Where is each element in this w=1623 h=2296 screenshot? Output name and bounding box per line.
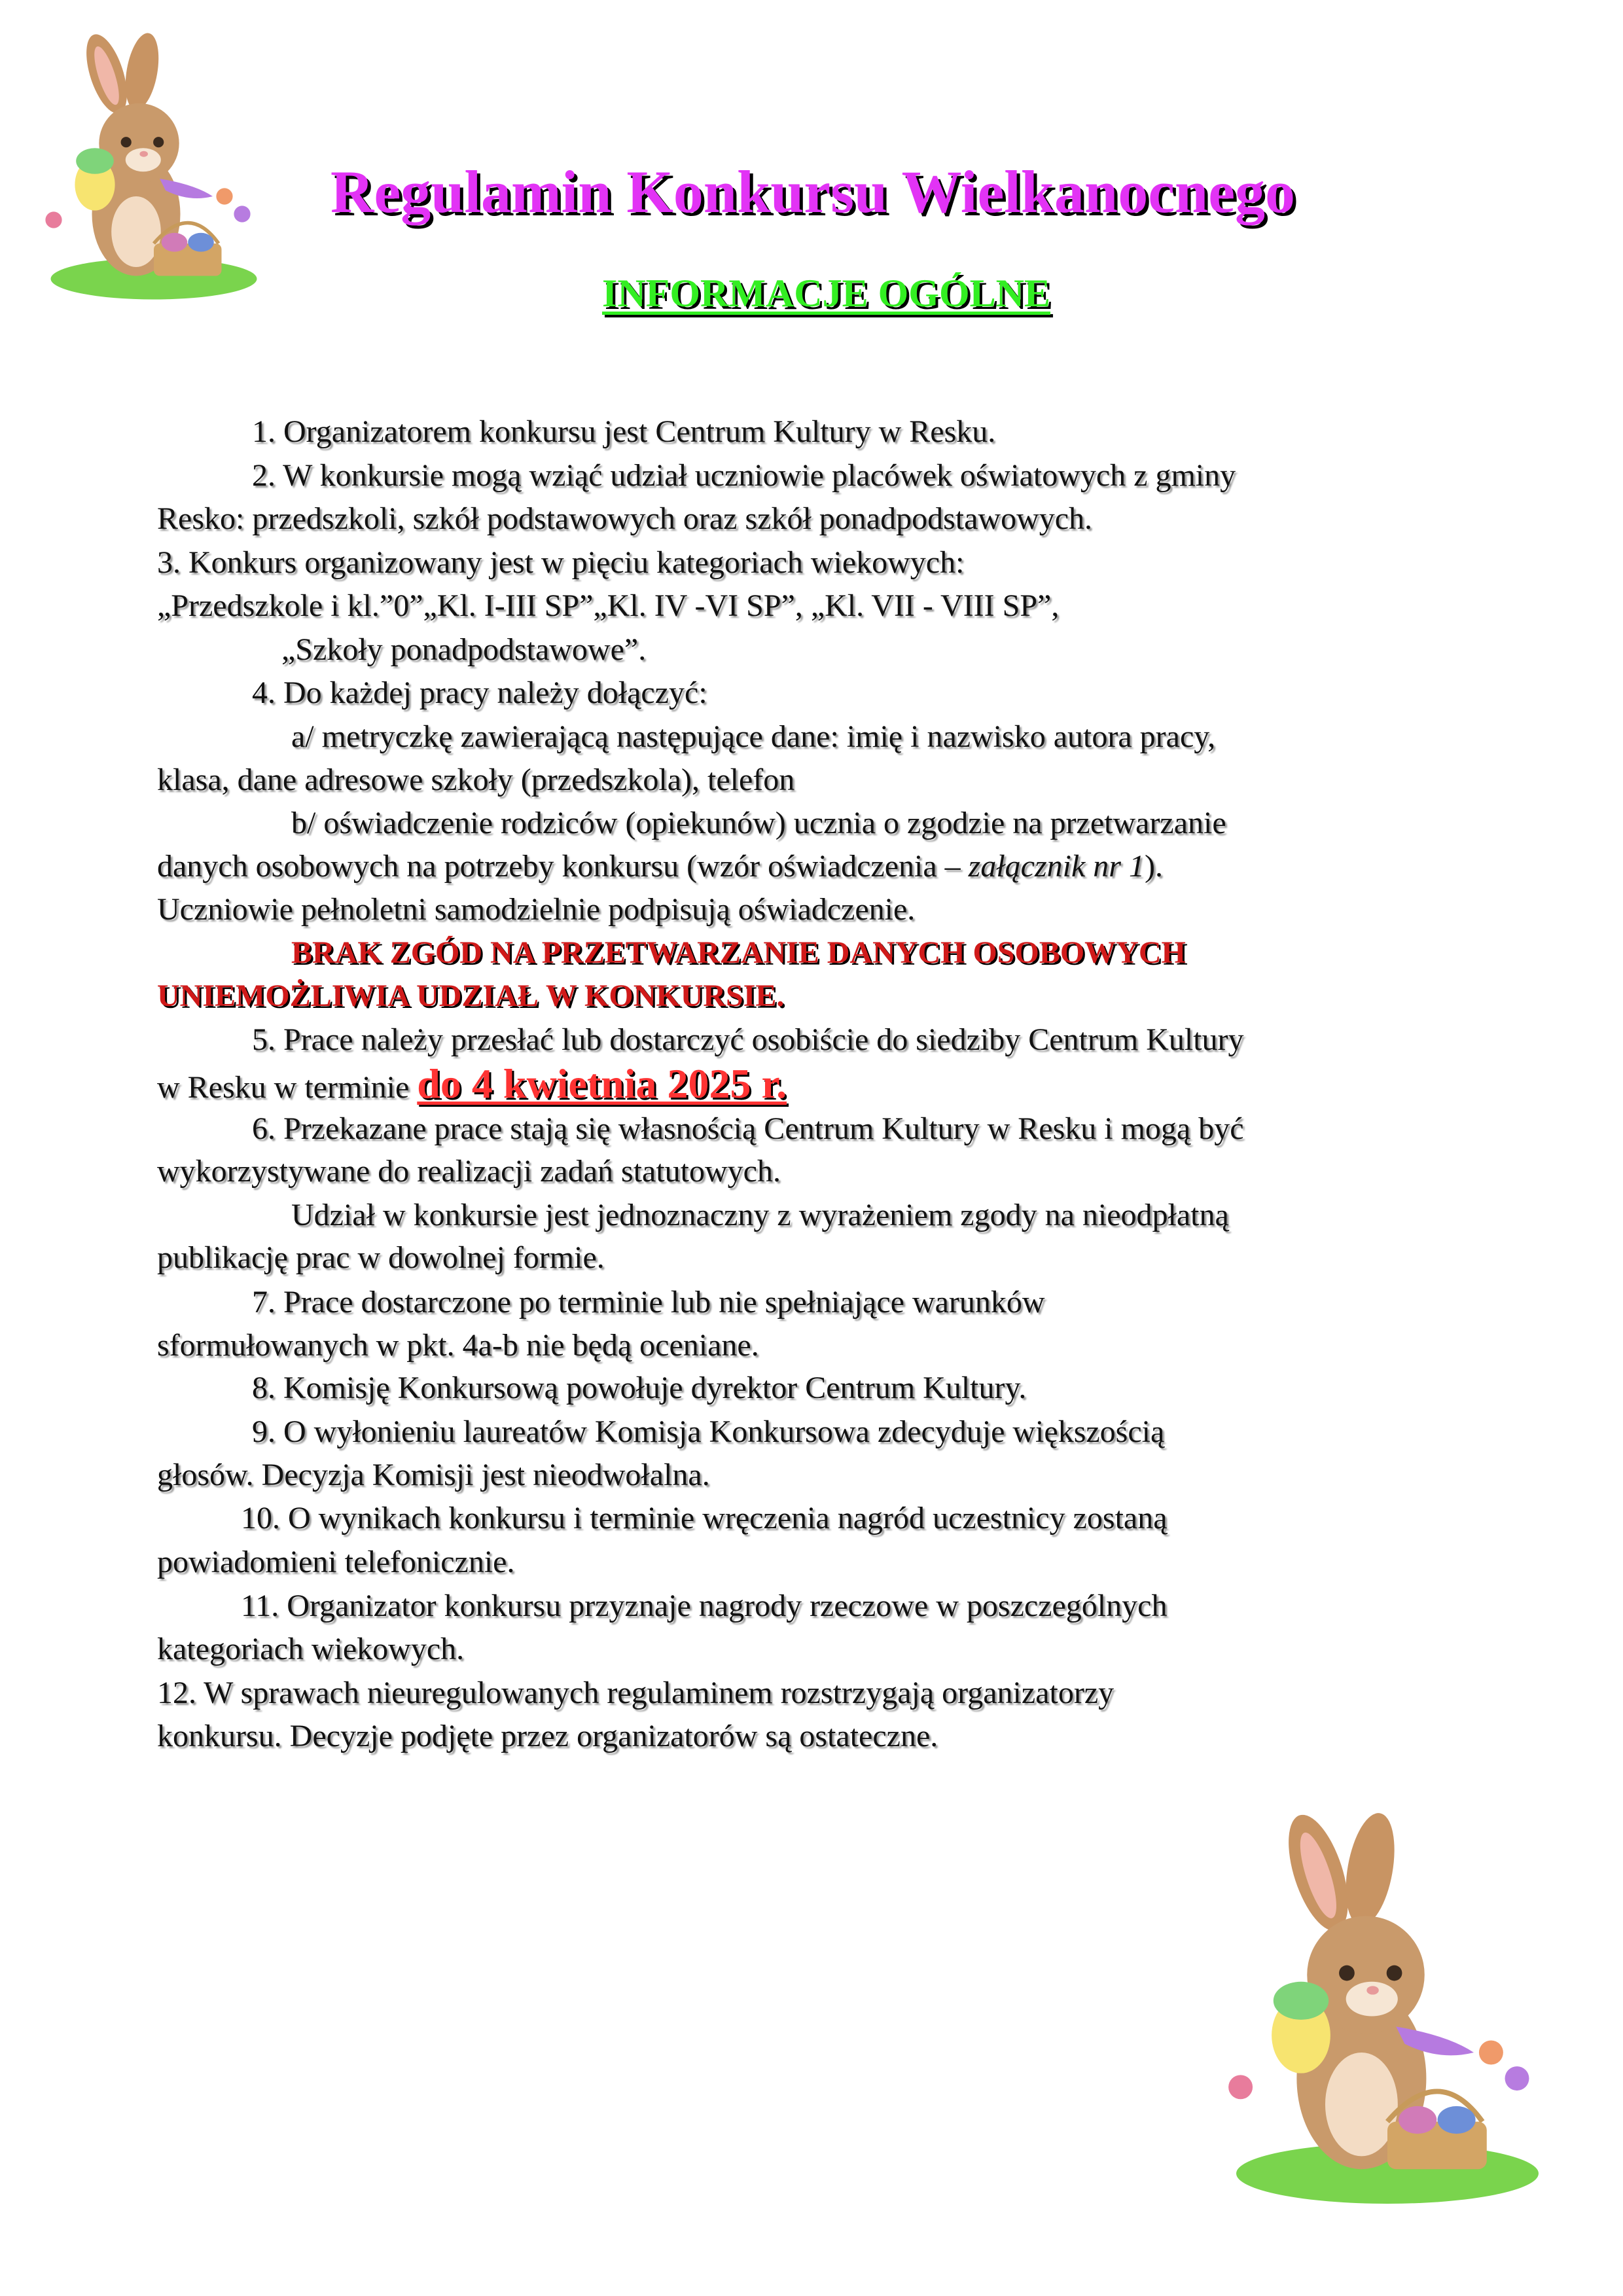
rule-11-line-2: kategoriach wiekowych.: [157, 1632, 465, 1666]
deadline-date: do 4 kwietnia 2025 r.: [417, 1060, 787, 1107]
rule-6b-line-2: publikację prac w dowolnej formie.: [157, 1240, 605, 1275]
rule-4b-line-2: [157, 847, 1163, 886]
rule-4-line-1: 4. Do każdej pracy należy dołączyć:: [252, 675, 707, 710]
rule-10-line-2: powiadomieni telefonicznie.: [157, 1545, 515, 1579]
rule-6-line-1: 6. Przekazane prace stają się własnością Centrum Kultury w Resku i mogą być: [252, 1111, 1244, 1146]
rule-5-line-1: 5. Prace należy przesłać lub dostarczyć osobiście do siedziby Centrum Kultury: [252, 1022, 1244, 1057]
consent-warning-line-1: BRAK ZGÓD NA PRZETWARZANIE DANYCH OSOBOWYCH: [291, 935, 1186, 970]
easter-bunny-image-bottom: [1178, 1793, 1597, 2225]
rule-4a-line-1: a/ metryczkę zawierającą następujące dane: imię i nazwisko autora pracy,: [291, 719, 1216, 754]
rule-2-line-1: 2. W konkursie mogą wziąć udział uczniowie placówek oświatowych z gminy: [252, 458, 1236, 493]
consent-warning-line-2: UNIEMOŻLIWIA UDZIAŁ W KONKURSIE.: [157, 978, 785, 1013]
rule-4b-line-1: b/ oświadczenie rodziców (opiekunów) ucznia o zgodzie na przetwarzanie: [291, 806, 1226, 840]
rule-4b-line-3: Uczniowie pełnoletni samodzielnie podpisują oświadczenie.: [157, 892, 916, 927]
rule-10-line-1: 10. O wynikach konkursu i terminie wręczenia nagród uczestnicy zostaną: [241, 1501, 1168, 1535]
rule-4a-line-2: klasa, dane adresowe szkoły (przedszkola), telefon: [157, 762, 795, 797]
rule-6-line-2: wykorzystywane do realizacji zadań statutowych.: [157, 1154, 781, 1189]
rule-4b-text: danych osobowych na potrzeby konkursu (wzór oświadczenia –: [157, 849, 969, 884]
rule-6b-line-1: Udział w konkursie jest jednoznaczny z wyrażeniem zgody na nieodpłatną: [291, 1198, 1229, 1232]
rule-5-line-2: [157, 1060, 787, 1111]
rule-12-line-1: 12. W sprawach nieuregulowanych regulaminem rozstrzygają organizatorzy: [157, 1676, 1115, 1710]
easter-bunny-icon: [45, 29, 257, 299]
easter-bunny-icon: [1228, 1808, 1539, 2204]
page-title: Regulamin Konkursu Wielkanocnego: [330, 158, 1296, 225]
attachment-reference: załącznik nr 1: [968, 849, 1145, 884]
rule-12-line-2: konkursu. Decyzje podjęte przez organizatorów są ostateczne.: [157, 1719, 938, 1753]
rule-8: 8. Komisję Konkursową powołuje dyrektor Centrum Kultury.: [252, 1371, 1027, 1405]
rule-7-line-2: sformułowanych w pkt. 4a-b nie będą oceniane.: [157, 1328, 759, 1363]
rule-11-line-1: 11. Organizator konkursu przyznaje nagrody rzeczowe w poszczególnych: [241, 1588, 1168, 1623]
section-heading: INFORMACJE OGÓLNE: [602, 272, 1051, 315]
easter-bunny-image-top: [13, 20, 294, 314]
rule-3-line-1: 3. Konkurs organizowany jest w pięciu kategoriach wiekowych:: [157, 545, 965, 580]
rule-3-categories: „Przedszkole i kl.”0”„Kl. I-III SP”„Kl. IV -VI SP”, „Kl. VII - VIII SP”,: [157, 588, 1060, 623]
rule-9-line-1: 9. O wyłonieniu laureatów Komisja Konkursowa zdecyduje większością: [252, 1414, 1165, 1449]
rule-4b-text-end: ).: [1144, 849, 1163, 884]
rule-5-text: w Resku w terminie: [157, 1070, 418, 1105]
rule-2-line-2: Resko: przedszkoli, szkół podstawowych oraz szkół ponadpodstawowych.: [157, 501, 1093, 536]
rule-9-line-2: głosów. Decyzja Komisji jest nieodwołalna.: [157, 1458, 710, 1492]
rule-1: 1. Organizatorem konkursu jest Centrum Kultury w Resku.: [252, 414, 996, 449]
rule-7-line-1: 7. Prace dostarczone po terminie lub nie spełniające warunków: [252, 1285, 1045, 1319]
rule-3-line-3: „Szkoły ponadpodstawowe”.: [281, 632, 647, 667]
